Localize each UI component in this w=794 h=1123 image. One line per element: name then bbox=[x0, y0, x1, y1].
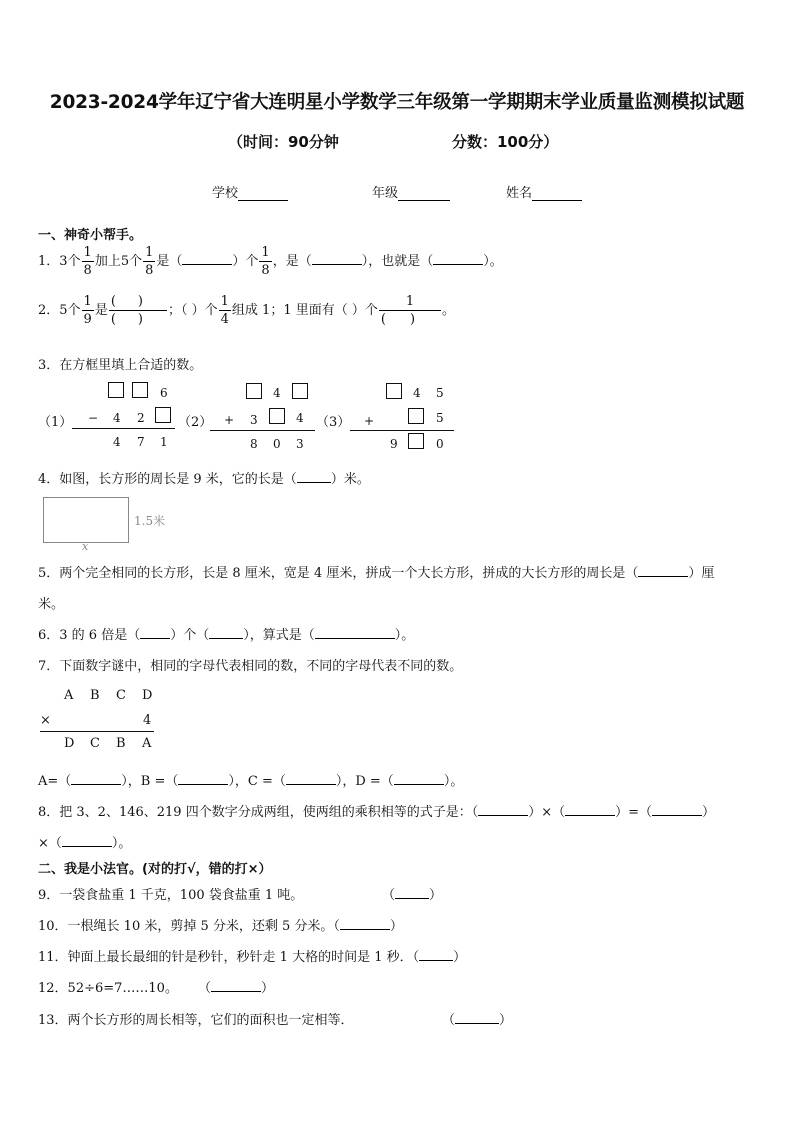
question-3: 3．在方框里填上合适的数。 bbox=[38, 358, 203, 373]
answer-box[interactable] bbox=[386, 383, 402, 399]
question-1: 1．3个 $\frac{1}{8}$ 加上5个 $\frac{1}{8}$ 是（ ）个 $\frac{1}{8}$ ，是（ ），也就是（ ）。 bbox=[38, 245, 503, 278]
rectangle-width-label: 1.5米 bbox=[134, 514, 166, 528]
answer-blank[interactable] bbox=[62, 834, 112, 847]
answer-box[interactable] bbox=[408, 433, 424, 449]
school-field[interactable] bbox=[212, 182, 288, 201]
answer-box[interactable] bbox=[132, 382, 148, 398]
question-5: 5．两个完全相同的长方形，长是 8 厘米，宽是 4 厘米，拼成一个大长方形，拼成的大长方形的周长是（ ）厘 bbox=[38, 566, 715, 581]
question-13: 13．两个长方形的周长相等，它们的面积也一定相等． bbox=[38, 1013, 354, 1028]
calc-line bbox=[350, 430, 454, 431]
answer-box[interactable] bbox=[292, 383, 308, 399]
answer-blank[interactable] bbox=[209, 626, 243, 639]
answer-blank[interactable] bbox=[565, 803, 615, 816]
answer-box[interactable] bbox=[155, 407, 171, 423]
answer-blank[interactable] bbox=[652, 803, 702, 816]
judge-blank[interactable] bbox=[419, 948, 453, 961]
answer-blank[interactable] bbox=[286, 772, 336, 785]
answer-fraction[interactable]: $\frac{1}{()}$ bbox=[380, 294, 440, 327]
name-field[interactable] bbox=[506, 182, 582, 201]
answer-box[interactable] bbox=[108, 382, 124, 398]
question-9: 9．一袋食盐重 1 千克，100 袋食盐重 1 吨。 bbox=[38, 888, 304, 903]
question-8: 8．把 3、2、146、219 四个数字分成两组，使两组的乘积相等的式子是：（ ）×（ ）=（ ） bbox=[38, 805, 716, 820]
question-2: 2．5个 $\frac{1}{9}$ 是 $\frac{()}{()}$ ；（ ）个 $\frac{1}{4}$ 组成 1；1 里面有（ ）个 $\frac{1}{()}$ 。 bbox=[38, 294, 456, 327]
question-12: 12．52÷6=7……10。 bbox=[38, 981, 178, 996]
calc-line bbox=[72, 428, 175, 429]
fraction: $\frac{1}{8}$ bbox=[83, 245, 92, 278]
answer-blank[interactable] bbox=[478, 803, 528, 816]
judge-blank[interactable]: （ ） bbox=[382, 888, 443, 903]
calc-line bbox=[210, 430, 315, 431]
answer-blank[interactable] bbox=[71, 772, 121, 785]
judge-blank[interactable]: （ ） bbox=[198, 981, 275, 996]
answer-box[interactable] bbox=[269, 408, 285, 424]
answer-blank[interactable] bbox=[297, 470, 331, 483]
answer-blank[interactable] bbox=[638, 564, 688, 577]
question-8-cont: ×（ ）。 bbox=[38, 836, 132, 851]
rectangle-figure bbox=[43, 497, 129, 543]
question-5-cont: 米。 bbox=[38, 597, 65, 612]
grade-field[interactable] bbox=[372, 182, 450, 201]
fraction: $\frac{1}{4}$ bbox=[220, 294, 229, 327]
question-11: 11．钟面上最长最细的针是秒针，秒针走 1 大格的时间是 1 秒．（ ） bbox=[38, 950, 467, 965]
answer-box[interactable] bbox=[246, 383, 262, 399]
question-7: 7．下面数字谜中，相同的字母代表相同的数，不同的字母代表不同的数。 bbox=[38, 659, 463, 674]
grade-label: 年级 bbox=[372, 186, 399, 201]
fraction: $\frac{1}{8}$ bbox=[145, 245, 154, 278]
rectangle-length-label: x bbox=[82, 540, 89, 553]
section2-heading: 二、我是小法官。(对的打√，错的打×） bbox=[38, 862, 272, 877]
exam-time: （时间：90分钟 bbox=[228, 133, 339, 151]
answer-blank[interactable] bbox=[394, 772, 444, 785]
question-6: 6．3 的 6 倍是（ ）个（ ），算式是（ ）。 bbox=[38, 628, 415, 643]
judge-blank[interactable]: （ ） bbox=[442, 1013, 513, 1028]
judge-blank[interactable] bbox=[340, 917, 390, 930]
answer-blank[interactable] bbox=[178, 772, 228, 785]
question-10: 10．一根绳长 10 米，剪掉 5 分米，还剩 5 分米。（ ） bbox=[38, 919, 403, 934]
fraction: $\frac{1}{8}$ bbox=[261, 245, 270, 278]
question-4: 4．如图，长方形的周长是 9 米，它的长是（ ）米。 bbox=[38, 472, 370, 487]
page-title: 2023-2024学年辽宁省大连明星小学数学三年级第一学期期末学业质量监测模拟试题 bbox=[49, 92, 745, 113]
answer-blank[interactable] bbox=[182, 252, 232, 265]
section1-heading: 一、神奇小帮手。 bbox=[38, 228, 143, 243]
answer-fraction[interactable]: $\frac{()}{()}$ bbox=[110, 294, 165, 327]
answer-blank[interactable] bbox=[140, 626, 170, 639]
school-label: 学校 bbox=[212, 186, 239, 201]
answer-box[interactable] bbox=[408, 408, 424, 424]
answer-blank[interactable] bbox=[312, 252, 362, 265]
calc-line bbox=[40, 731, 154, 732]
answer-blank[interactable] bbox=[315, 626, 395, 639]
name-label: 姓名 bbox=[506, 186, 533, 201]
exam-score: 分数：100分） bbox=[452, 133, 559, 151]
answer-blank[interactable] bbox=[433, 252, 483, 265]
question-7-answers: A=（ ），B =（ ），C =（ ），D =（ ）。 bbox=[38, 774, 464, 789]
fraction: $\frac{1}{9}$ bbox=[83, 294, 92, 327]
